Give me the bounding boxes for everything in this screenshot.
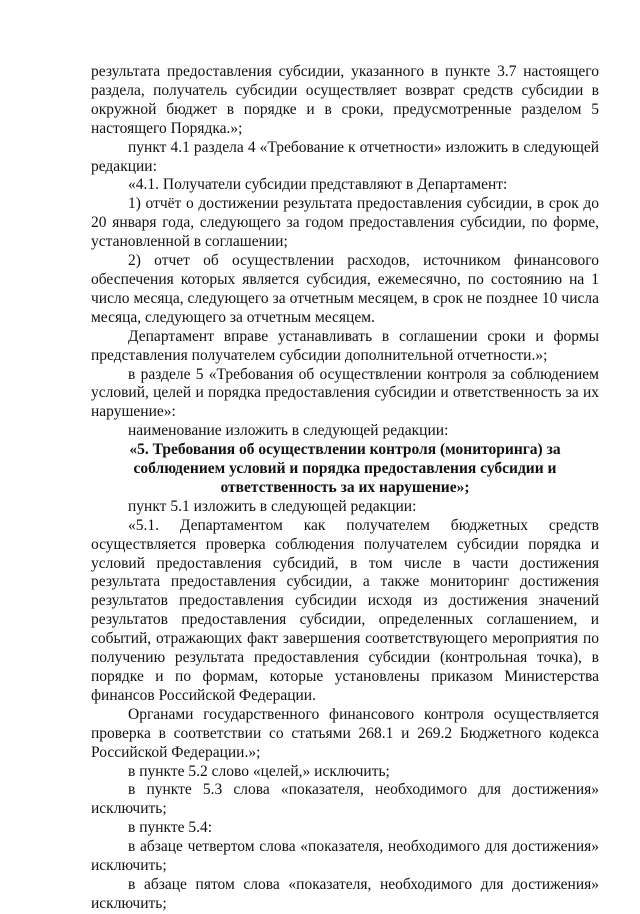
paragraph-amend-5-1: пункт 5.1 изложить в следующей редакции:	[128, 497, 417, 515]
paragraph-state-control: Органами государственного финансового контроля осуществляется проверка в соответствии со статьями 268.1 и 269.2 Бюджетного кодекса Российской Федерации.»;	[91, 705, 599, 761]
paragraph-continuation: результата предоставления субсидии, указанного в пункте 3.7 настоящего раздела, получатель субсидии осуществляет возврат средств субсидии в окружной бюджет в порядке и в сроки, предусмотренные разделом 5 настоящего Порядка.»;	[91, 63, 599, 137]
paragraph-list-item-2: 2) отчет об осуществлении расходов, источником финансового обеспечения которых является субсидия, ежемесячно, по состоянию на 1 число месяца, следующего за отчетным месяцем, в срок не позднее 10 числа месяца, следующего за отчетным месяцем.	[91, 252, 599, 326]
section-heading: «5. Требования об осуществлении контроля (мониторинга) за соблюдением условий и порядка предоставления субсидии и ответственность за их нарушение»;	[129, 441, 561, 496]
paragraph-clause-4-1: «4.1. Получатели субсидии представляют в Департамент:	[128, 176, 508, 194]
document-page	[91, 63, 599, 914]
paragraph-amend-5-4: в пункте 5.4:	[128, 819, 213, 837]
paragraph-amend-5-3: в пункте 5.3 слова «показателя, необходимого для достижения» исключить;	[91, 781, 599, 818]
paragraph-amend-4-1: пункт 4.1 раздела 4 «Требование к отчетности» изложить в следующей редакции:	[91, 138, 599, 175]
paragraph-abzac-4: в абзаце четвертом слова «показателя, необходимого для достижения» исключить;	[91, 838, 599, 875]
paragraph-abzac-5: в абзаце пятом слова «показателя, необходимого для достижения» исключить;	[91, 875, 599, 912]
paragraph-list-item-1: 1) отчёт о достижении результата предоставления субсидии, в срок до 20 января года, следующего за годом предоставления субсидии, по форме, установленной в соглашении;	[91, 195, 599, 251]
paragraph-section-5-intro: в разделе 5 «Требования об осуществлении контроля за соблюдением условий, целей и порядка предоставления субсидии и ответственность за их нарушение»:	[91, 365, 599, 421]
paragraph-department-right: Департамент вправе устанавливать в соглашении сроки и формы представления получателем субсидии дополнительной отчетности.»;	[91, 327, 599, 364]
paragraph-clause-5-1: «5.1. Департаментом как получателем бюджетных средств осуществляется проверка соблюдения получателем субсидии порядка и условий предоставления субсидий, в том числе в части достижения результата предоставления субсидии, а также мониторинг достижения результатов предоставления субсидии исходя из достижения значений результатов предоставления субсидии, определенных соглашением, и событий, отражающих факт завершения соответствующего мероприятия по получению результата предоставления субсидии (контрольная точка), в порядке и по формам, которые установлены приказом Министерства финансов Российской Федерации.	[91, 516, 599, 704]
paragraph-name-change: наименование изложить в следующей редакции:	[128, 422, 449, 440]
paragraph-amend-5-2: в пункте 5.2 слово «целей,» исключить;	[128, 762, 390, 780]
